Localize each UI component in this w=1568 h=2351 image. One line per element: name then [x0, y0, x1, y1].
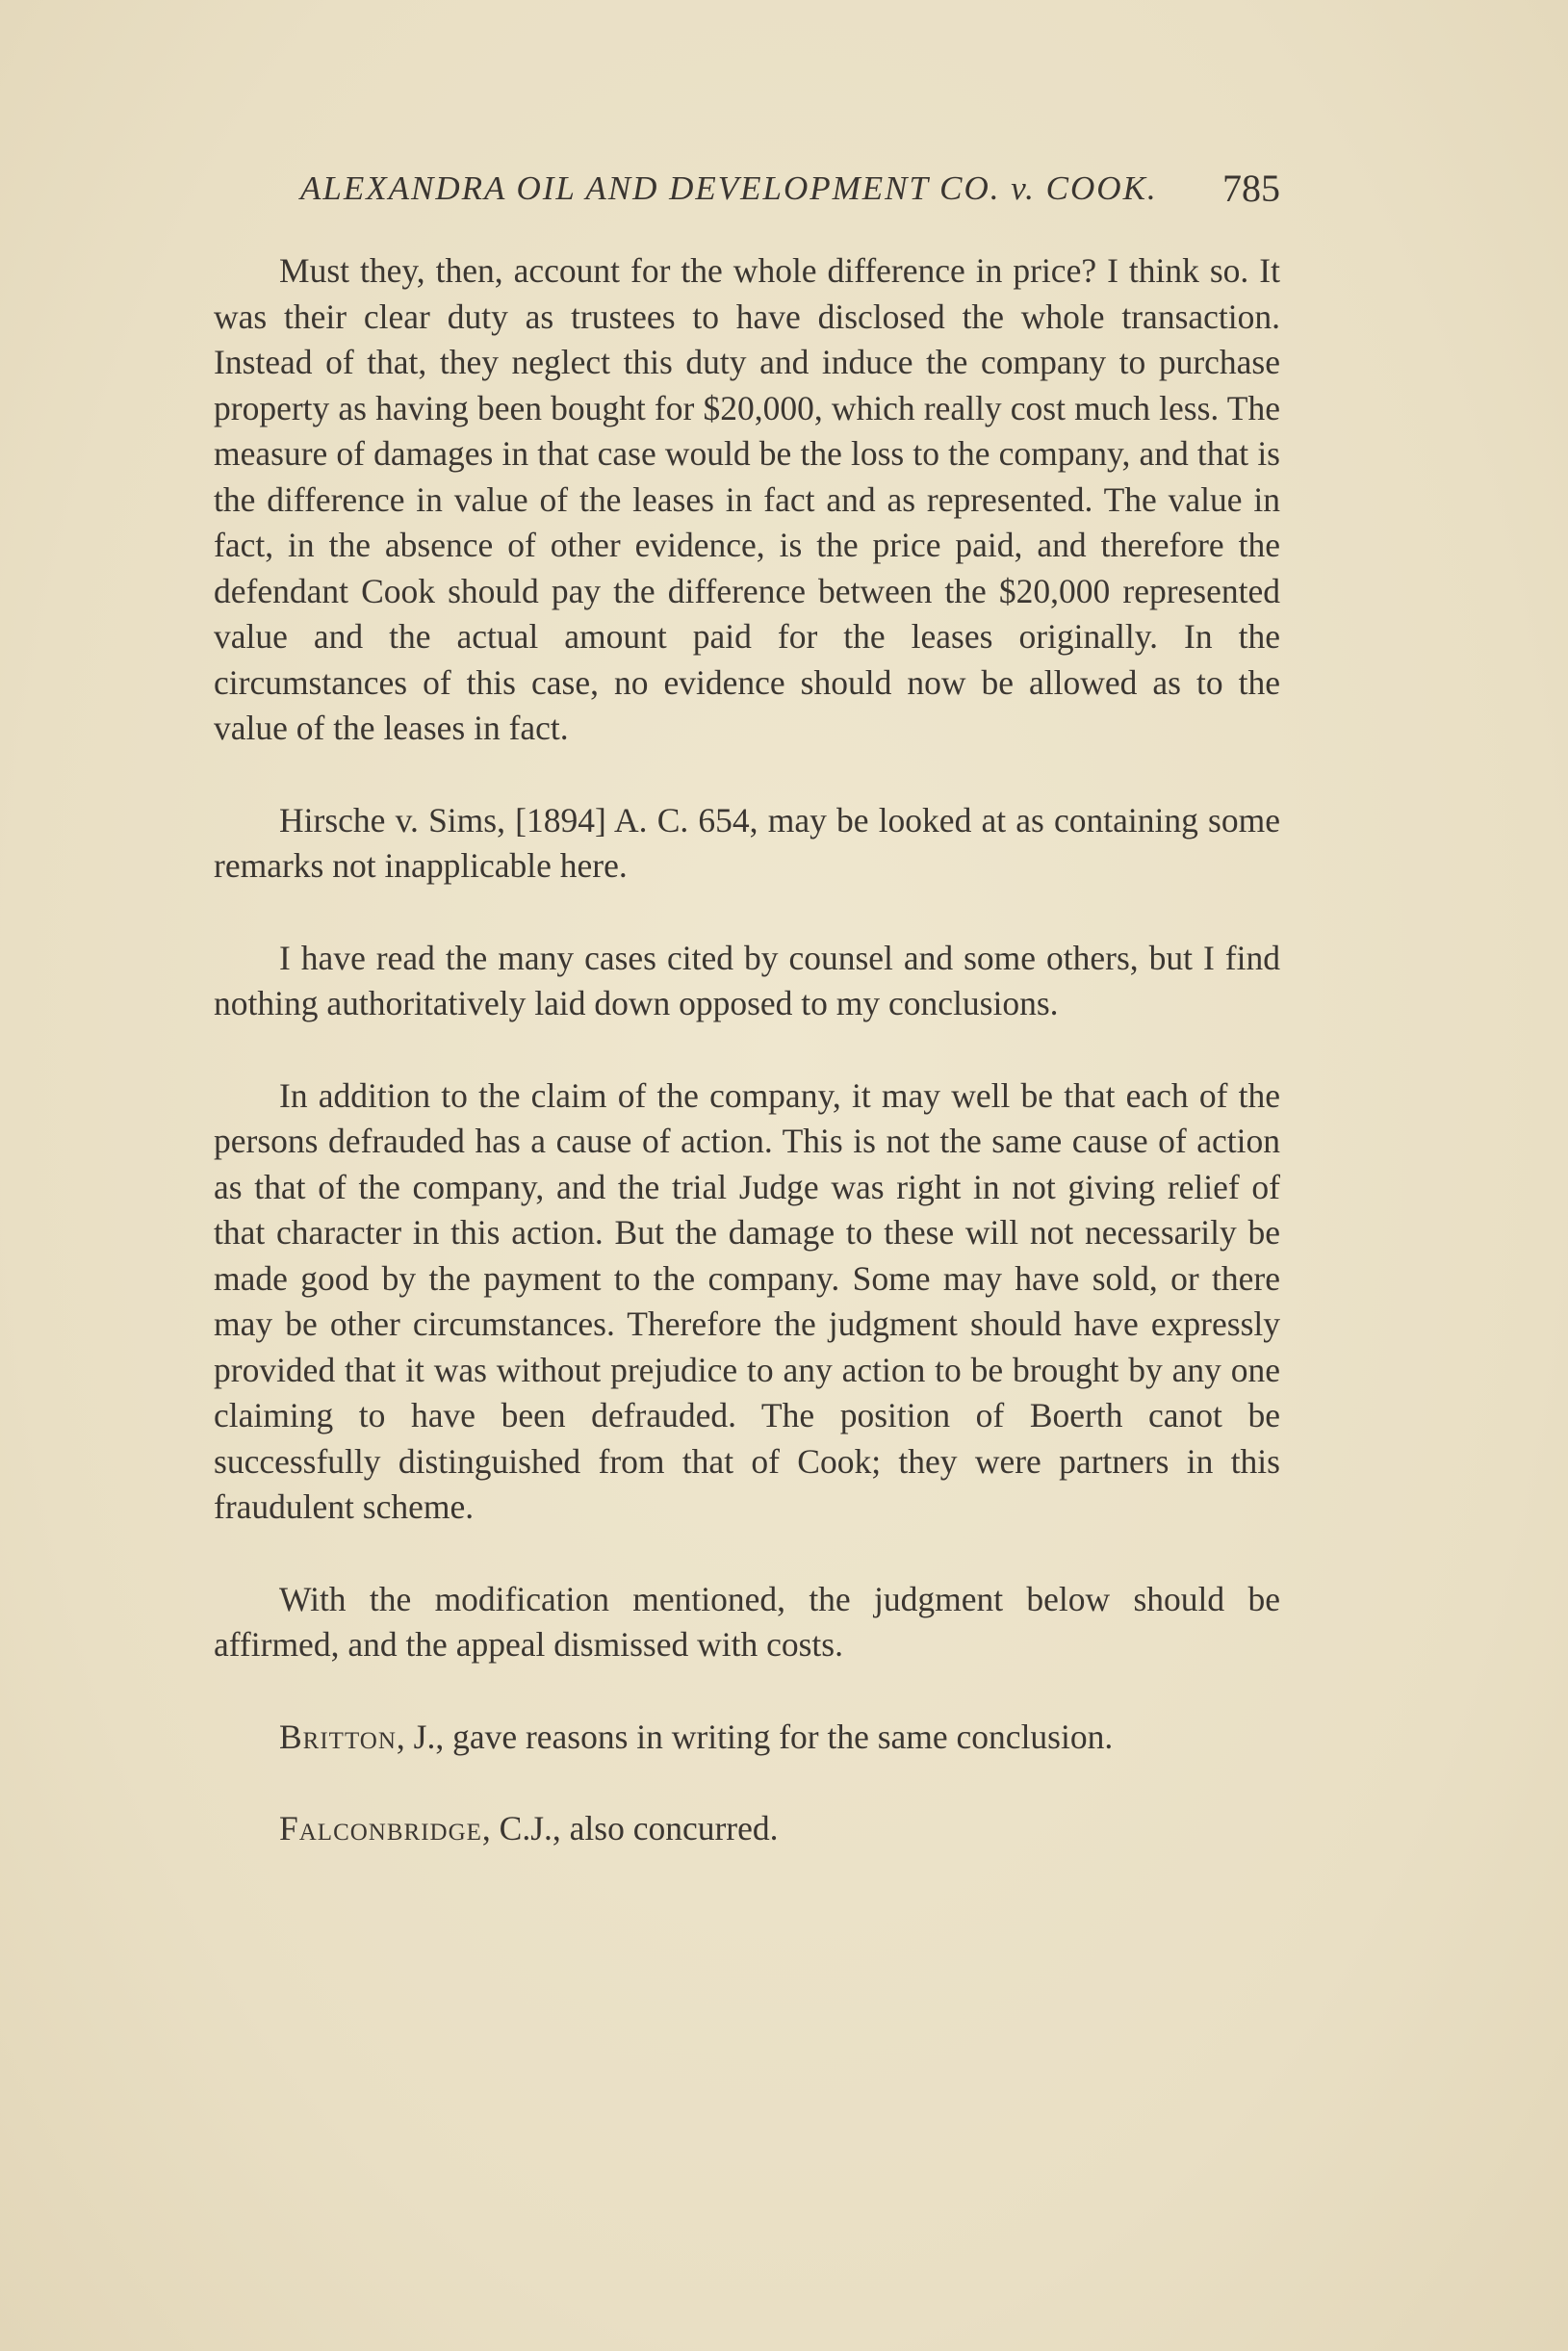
paragraph-damages: Must they, then, account for the whole difference in price? I think so. It was their clear duty as trustees to have disclosed the whole transaction. Instead of that, they neglect this duty and induce the company to purchase property as having been bought for $20,000, which really cost much less. The measure of damages in that case would be the loss to the company, and that is the difference in value of the leases in fact and as represented. The value in fact, in the absence of other evidence, is the price paid, and therefore the defendant Cook should pay the difference between the $20,000 represented value and the actual amount paid for the leases originally. In the circumstances of this case, no evidence should now be allowed as to the value of the leases in fact. — [214, 251, 1280, 747]
judge-name-falconbridge: Falconbridge — [279, 1809, 482, 1847]
britton-text: , J., gave reasons in writing for the same conclusion. — [396, 1717, 1114, 1756]
page-number: 785 — [1222, 167, 1280, 210]
page-header — [289, 162, 1280, 220]
falconbridge-text: , C.J., also concurred. — [481, 1809, 779, 1847]
paragraph-falconbridge-concurrence — [214, 1806, 1280, 1852]
running-head: ALEXANDRA OIL AND DEVELOPMENT CO. v. COOK. — [300, 169, 1158, 207]
paragraph-cause-of-action: In addition to the claim of the company, it may well be that each of the persons defrauded has a cause of action. This is not the same cause of action as that of the company, and the trial Judge was right in not giving relief of that character in this action. But the damage to these will not necessarily be made good by the payment to the company. Some may have sold, or there may be other circumstances. Therefore the judgment should have expressly provided that it was without prejudice to any action to be brought by any one claiming to have been defrauded. The position of Boerth canot be successfully distinguished from that of Cook; they were partners in this fraudulent scheme. — [214, 1075, 1280, 1526]
body-text — [214, 248, 1280, 1899]
judge-name-britton: Britton — [279, 1717, 397, 1756]
paragraph-britton-concurrence — [214, 1715, 1280, 1761]
paragraph-cases-cited: I have read the many cases cited by counsel and some others, but I find nothing authoritatively laid down opposed to my conclusions. — [214, 938, 1280, 1022]
paragraph-hirsche-v-sims: Hirsche v. Sims, [1894] A. C. 654, may be looked at as containing some remarks not inapplicable here. — [214, 800, 1280, 885]
paragraph-judgment-affirmed: With the modification mentioned, the judgment below should be affirmed, and the appeal dismissed with costs. — [214, 1579, 1280, 1664]
